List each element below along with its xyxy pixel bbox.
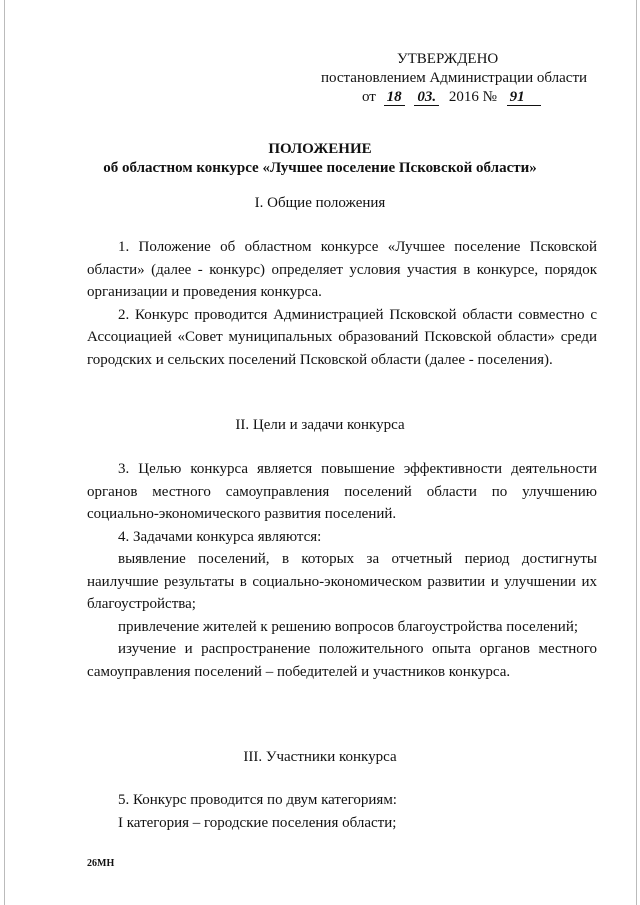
date-year: 2016 № xyxy=(448,89,497,105)
paragraph-task-3: изучение и распространение положительного опыта органов местного самоуправления поселений – победителей и участников конкурса. xyxy=(87,641,597,680)
handwritten-number: 91 xyxy=(507,89,541,106)
approval-heading: УТВЕРЖДЕНО xyxy=(397,51,499,67)
handwritten-month: 03. xyxy=(414,89,439,106)
section-body-participants xyxy=(87,789,597,834)
section-heading-participants: III. Участники конкурса xyxy=(243,749,397,765)
section-heading-general: I. Общие положения xyxy=(254,195,386,211)
handwritten-day: 18 xyxy=(384,89,405,106)
section-body-goals xyxy=(87,458,597,683)
document-title: ПОЛОЖЕНИЕ xyxy=(268,141,372,157)
paragraph-task-1: выявление поселений, в которых за отчетный период достигнуты наилучшие результаты в социально-экономическом развитии и улучшении их благоустройства; xyxy=(87,551,597,612)
paragraph-category-1: I категория – городские поселения области; xyxy=(118,814,397,831)
paragraph-3: 3. Целью конкурса является повышение эффективности деятельности органов местного самоуправления поселений области по улучшению социально-экономического развития поселений. xyxy=(87,461,597,522)
section-body-general xyxy=(87,236,597,371)
scan-edge-right xyxy=(636,0,637,905)
paragraph-2: 2. Конкурс проводится Администрацией Псковской области совместно с Ассоциацией «Совет муниципальных образований Псковской области» среди городских и сельских поселений Псковской области (далее - поселения). xyxy=(87,306,597,368)
approval-date-line xyxy=(362,88,541,107)
paragraph-5: 5. Конкурс проводится по двум категориям: xyxy=(118,792,397,808)
footer-code: 26МН xyxy=(87,858,115,869)
paragraph-task-2: привлечение жителей к решению вопросов благоустройства поселений; xyxy=(118,618,579,635)
date-prefix: от xyxy=(362,89,376,105)
scan-edge-left xyxy=(4,0,5,905)
paragraph-1: 1. Положение об областном конкурсе «Лучшее поселение Псковской области» (далее - конкурс) определяет условия участия в конкурсе, порядок организации и проведения конкурса. xyxy=(87,239,597,300)
document-subtitle: об областном конкурсе «Лучшее поселение Псковской области» xyxy=(103,160,537,176)
approval-authority: постановлением Администрации области xyxy=(321,70,588,86)
section-heading-goals: II. Цели и задачи конкурса xyxy=(235,417,405,433)
paragraph-4: 4. Задачами конкурса являются: xyxy=(118,528,322,545)
